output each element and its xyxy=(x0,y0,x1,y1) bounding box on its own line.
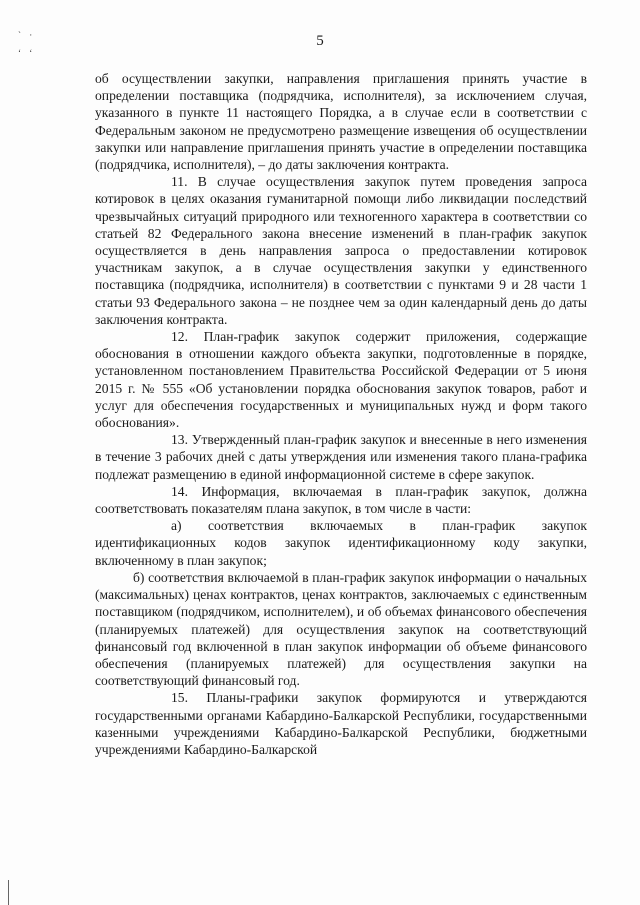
paragraph-text: Информация, включаемая в план-график закупок, должна соответствовать показателям плана закупок, в том числе в части: xyxy=(95,483,587,517)
paragraph-text: В случае осуществления закупок путем проведения запроса котировок в целях оказания гуманитарной помощи либо ликвидации последствий чрезвычайных ситуаций природного или техногенного характера в соответствии со статьей 82 Федерального закона внесение изменений в план-график закупок осуществляется в день направления запроса о предоставлении котировок участникам закупок, а в случае осуществления закупки у единственного поставщика (подрядчика, исполнителя) в соответствии с пунктами 9 и 28 части 1 статьи 93 Федерального закона – не позднее чем за один календарный день до даты заключения контракта. xyxy=(95,174,587,327)
page-number: 5 xyxy=(316,33,324,49)
binding-edge-line xyxy=(8,880,9,905)
paragraph-11 xyxy=(95,173,587,328)
paragraph-number: 15. xyxy=(171,690,188,706)
paragraph-text: соответствия включаемых в план-график закупок идентификационных кодов закупок идентификационному коду закупки, включенному в план закупок; xyxy=(95,518,587,568)
paragraph-12 xyxy=(95,328,587,431)
paragraph-number: 14. xyxy=(171,483,188,499)
paragraph-15 xyxy=(95,689,587,758)
paragraph-number: 12. xyxy=(171,329,188,345)
paragraph-13 xyxy=(95,431,587,483)
paragraph-14b xyxy=(95,569,587,689)
paragraph-text: б) соответствия включаемой в план-график закупок информации о начальных (максимальных) ценах контрактов, ценах контрактов, заключаемых с единственным поставщиком (подрядчиком, исполнителем), и об объемах финансового обеспечения (планируемых платежей) для осуществления закупок на соответствующий финансовый год включенной в план закупок информации об объеме финансового обеспечения (планируемых платежей) для осуществления закупки на соответствующий финансовый год. xyxy=(95,569,587,689)
paragraph-text: Утвержденный план-график закупок и внесенные в него изменения в течение 3 рабочих дней с даты утверждения или изменения такого плана-графика подлежат размещению в единой информационной системе в сфере закупок. xyxy=(95,432,587,482)
paragraph-text: Планы-графики закупок формируются и утверждаются государственными органами Кабардино-Балкарской Республики, государственными казенными учреждениями Кабардино-Балкарской Республики, бюджетными учреждениями Кабардино-Балкарской xyxy=(95,690,587,757)
paragraph-14a xyxy=(95,517,587,569)
paragraph-number: 11. xyxy=(171,174,188,190)
corner-mark-top: ` · xyxy=(18,30,36,40)
corner-mark-bottom: ‘ ‘ xyxy=(18,48,36,58)
paragraph-14 xyxy=(95,483,587,517)
paragraph-text: План-график закупок содержит приложения, содержащие обоснования в отношении каждого объекта закупки, подготовленные в порядке, установленном постановлением Правительства Российской Федерации от 5 июня 2015 г. № 555 «Об установлении порядка обоснования закупок товаров, работ и услуг для обеспечения государственных и муниципальных нужд и форм такого обоснования». xyxy=(95,329,587,431)
paragraph-number: 13. xyxy=(171,432,188,448)
document-body xyxy=(95,70,587,758)
paragraph-cont xyxy=(95,70,587,173)
paragraph-text: об осуществлении закупки, направления приглашения принять участие в определении поставщика (подрядчика, исполнителя), за исключением случая, указанного в пункте 11 настоящего Порядка, а в случае если в соответствии с Федеральным законом не предусмотрено размещение извещения об осуществлении закупки или направление приглашения принять участие в определении поставщика (подрядчика, исполнителя), – до даты заключения контракта. xyxy=(95,71,587,173)
paragraph-number: а) xyxy=(171,518,182,534)
